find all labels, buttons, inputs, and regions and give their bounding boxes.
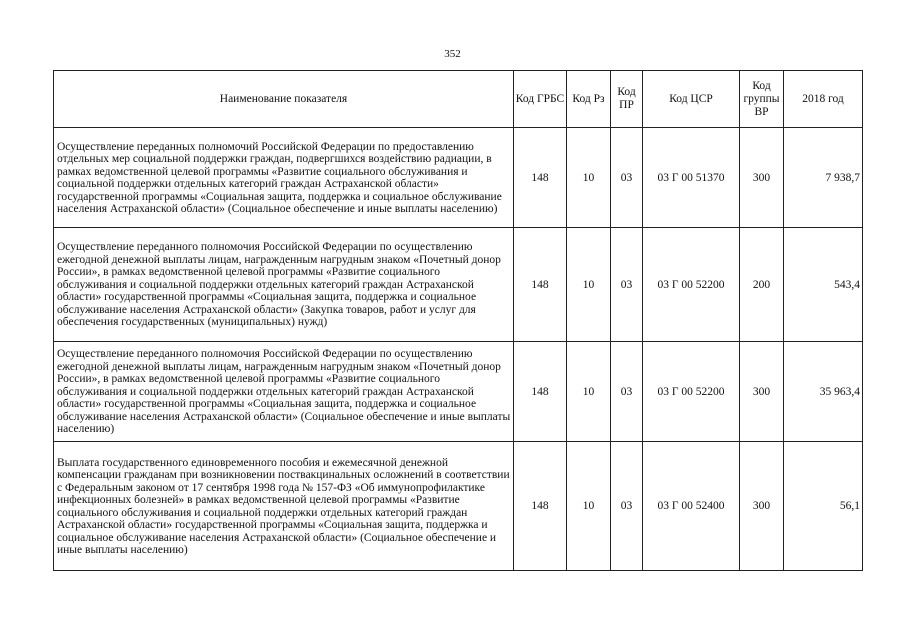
- row-description: Осуществление переданного полномочия Российской Федерации по осуществлению ежегодной денежной выплаты лицам, награжденным нагрудным знаком «Почетный донор России», в рамках ведомственной целевой программы «Развитие социального обслуживания и социальной поддержки отдельных категорий граждан Астраханской области» государственной программы «Социальная защита, поддержка и социальное обслуживание населения Астраханской области» (Социальное обеспечение и иные выплаты населению): [54, 342, 514, 442]
- row-grbs: 148: [514, 128, 567, 228]
- row-vr: 300: [740, 128, 784, 228]
- budget-table: [53, 70, 863, 571]
- row-grbs: 148: [514, 342, 567, 442]
- row-amount: 56,1: [784, 442, 863, 571]
- row-pr: 03: [611, 228, 643, 342]
- header-rz: Код Рз: [567, 71, 611, 128]
- table-row: [54, 442, 863, 571]
- row-rz: 10: [567, 342, 611, 442]
- row-amount: 543,4: [784, 228, 863, 342]
- row-description: Выплата государственного единовременного пособия и ежемесячной денежной компенсации гражданам при возникновении поствакцинальных осложнений в соответствии с Федеральным законом от 17 сентября 1998 года № 157-ФЗ «Об иммунопрофилактике инфекционных болезней» в рамках ведомственной целевой программы «Развитие социального обслуживания и социальной поддержки отдельных категорий граждан Астраханской области» государственной программы «Социальная защита, поддержка и социальное обслуживание населения Астраханской области» (Социальное обеспечение и иные выплаты населению): [54, 442, 514, 571]
- table-row: [54, 128, 863, 228]
- row-rz: 10: [567, 228, 611, 342]
- page-number: 352: [444, 48, 461, 60]
- row-pr: 03: [611, 442, 643, 571]
- header-name: Наименование показателя: [54, 71, 514, 128]
- table-row: [54, 228, 863, 342]
- row-csr: 03 Г 00 51370: [643, 128, 740, 228]
- row-pr: 03: [611, 342, 643, 442]
- row-vr: 300: [740, 342, 784, 442]
- row-rz: 10: [567, 128, 611, 228]
- row-amount: 35 963,4: [784, 342, 863, 442]
- row-amount: 7 938,7: [784, 128, 863, 228]
- header-pr: Код ПР: [611, 71, 643, 128]
- table-header-row: [54, 71, 863, 128]
- header-vr: Код группы ВР: [740, 71, 784, 128]
- row-rz: 10: [567, 442, 611, 571]
- header-grbs: Код ГРБС: [514, 71, 567, 128]
- row-description: Осуществление переданных полномочий Российской Федерации по предоставлению отдельных мер социальной поддержки граждан, подвергшихся воздействию радиации, в рамках ведомственной целевой программы «Развитие социального обслуживания и социальной поддержки отдельных категорий граждан Астраханской области» государственной программы «Социальная защита, поддержка и социальное обслуживание населения Астраханской области» (Социальное обеспечение и иные выплаты населению): [54, 128, 514, 228]
- row-grbs: 148: [514, 442, 567, 571]
- row-csr: 03 Г 00 52200: [643, 342, 740, 442]
- header-csr: Код ЦСР: [643, 71, 740, 128]
- row-csr: 03 Г 00 52200: [643, 228, 740, 342]
- row-csr: 03 Г 00 52400: [643, 442, 740, 571]
- row-description: Осуществление переданного полномочия Российской Федерации по осуществлению ежегодной денежной выплаты лицам, награжденным нагрудным знаком «Почетный донор России», в рамках ведомственной целевой программы «Развитие социального обслуживания и социальной поддержки отдельных категорий граждан Астраханской области» государственной программы «Социальная защита, поддержка и социальное обслуживание населения Астраханской области» (Закупка товаров, работ и услуг для обеспечения государственных (муниципальных) нужд): [54, 228, 514, 342]
- row-grbs: 148: [514, 228, 567, 342]
- header-year: 2018 год: [784, 71, 863, 128]
- row-vr: 200: [740, 228, 784, 342]
- table-row: [54, 342, 863, 442]
- row-vr: 300: [740, 442, 784, 571]
- row-pr: 03: [611, 128, 643, 228]
